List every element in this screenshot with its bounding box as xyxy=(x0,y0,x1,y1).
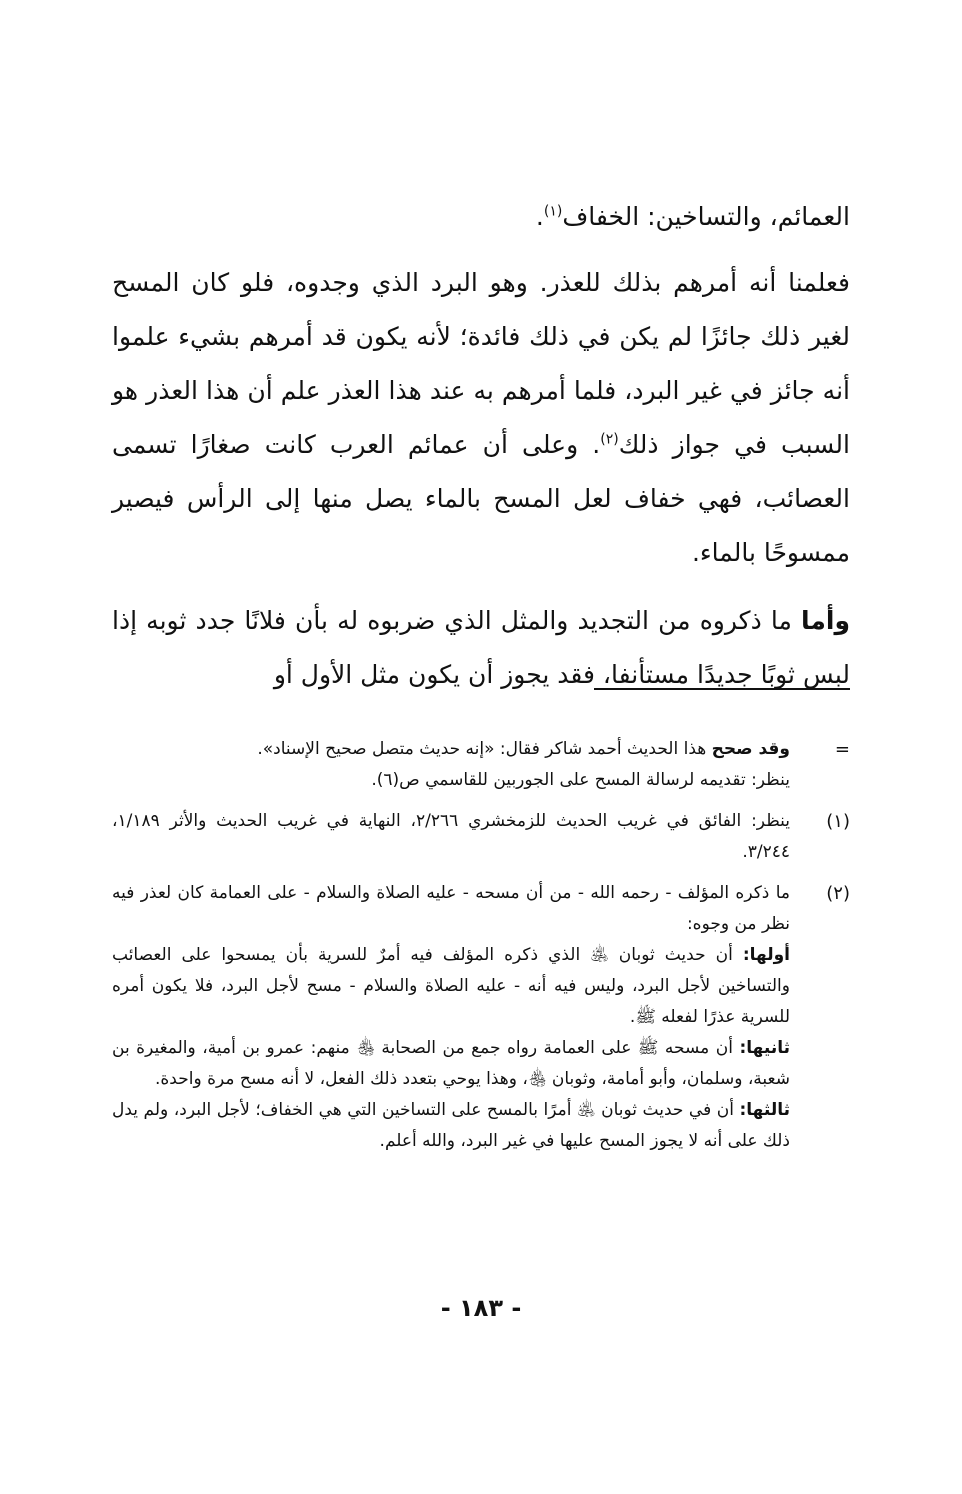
footnote-2-body xyxy=(112,878,790,1157)
paragraph-3 xyxy=(112,594,850,702)
page-number: - ١٨٣ - xyxy=(440,1294,522,1322)
footnote-1 xyxy=(112,806,850,868)
footnote-2-point-2-text: أن مسحه ﷺ على العمامة رواه جمع من الصحابة ﵃ منهم: عمرو بن أمية، والمغيرة بن شعبة، وسلمان، وأبو أمامة، وثوبان ﵃، وهذا يوحي بتعدد ذلك الفعل، لا أنه مسح مرة واحدة. xyxy=(112,1038,790,1089)
footnote-2-point-2 xyxy=(112,1033,790,1095)
footnote-2-point-1-label: أولها: xyxy=(742,945,790,965)
paragraph-1-end: . xyxy=(535,202,544,231)
footnote-2-point-3 xyxy=(112,1095,790,1157)
footnote-2-intro: ما ذكره المؤلف - رحمه الله - من أن مسحه - عليه الصلاة والسلام - على العمامة كان لعذر فيه نظر من وجوه: xyxy=(112,883,790,934)
footnote-2-point-3-text: أن في حديث ثوبان ﵁ أمرًا بالمسح على التساخين التي هي الخفاف؛ لأجل البرد، ولم يدل ذلك على أنه لا يجوز المسح عليها في غير البرد، والله أعلم. xyxy=(112,1100,790,1151)
paragraph-3-lead: وأما xyxy=(801,606,850,635)
paragraph-1-text: العمائم، والتساخين: الخفاف xyxy=(562,202,850,231)
footnote-continuation-mark: = xyxy=(834,739,850,760)
footnote-continuation xyxy=(112,734,850,796)
footnote-2-point-1 xyxy=(112,940,790,1033)
footnote-continuation-line-1 xyxy=(112,734,790,765)
paragraph-1 xyxy=(112,190,850,244)
footnote-1-body: ينظر: الفائق في غريب الحديث للزمخشري ٢/٢٦٦، النهاية في غريب الحديث والأثر ١/١٨٩، ٣/٢٤٤. xyxy=(112,811,790,862)
footnotes xyxy=(112,734,850,1167)
paragraph-2-part-2: . وعلى أن عمائم العرب كانت صغارًا تسمى العصائب، فهي خفاف لعل المسح بالماء يصل منها إلى الرأس فيصير ممسوحًا بالماء. xyxy=(112,430,850,567)
footnote-ref-1: (١) xyxy=(543,203,563,220)
footnote-continuation-bold: وقد صحح xyxy=(711,739,790,759)
paragraph-2 xyxy=(112,256,850,580)
main-text xyxy=(112,190,850,716)
footnote-2-mark: (٢) xyxy=(826,883,850,904)
paragraph-2-part-1: فعلمنا أنه أمرهم بذلك للعذر. وهو البرد الذي وجدوه، فلو كان المسح لغير ذلك جائزًا لم يكن في ذلك فائدة؛ لأنه يكون قد أمرهم بشيء علموا أنه جائز في غير البرد، فلما أمرهم به عند هذا العذر علم أن هذا العذر هو السبب في جواز ذلك xyxy=(112,268,850,459)
footnote-1-mark: (١) xyxy=(826,811,850,832)
paragraph-3-text: ما ذكروه من التجديد والمثل الذي ضربوه له بأن فلانًا جدد ثوبه إذا لبس ثوبًا جديدًا مستأنفا، فقد يجوز أن يكون مثل الأول أو xyxy=(112,606,850,689)
footnote-2-point-3-label: ثالثها: xyxy=(739,1100,790,1120)
footnote-separator xyxy=(594,688,850,690)
footnote-continuation-line-2: ينظر: تقديمه لرسالة المسح على الجوربين للقاسمي ص(٦). xyxy=(371,770,790,790)
footnote-2-point-2-label: ثانيها: xyxy=(739,1038,790,1058)
footnote-2-point-1-text: أن حديث ثوبان ﵁ الذي ذكره المؤلف فيه أمرٌ للسرية بأن يمسحوا على العصائب والتساخين لأجل البرد، وليس فيه أنه - عليه الصلاة والسلام - مسح لأجل البرد، فلا يكون أمره للسرية عذرًا لفعله ﷺ. xyxy=(112,945,790,1027)
footnote-continuation-text: هذا الحديث أحمد شاكر فقال: «إنه حديث متصل صحيح الإسناد». xyxy=(257,739,712,759)
footnote-ref-2: (٢) xyxy=(600,431,619,448)
footnote-2 xyxy=(112,878,850,1157)
footnote-continuation-body xyxy=(112,734,790,796)
